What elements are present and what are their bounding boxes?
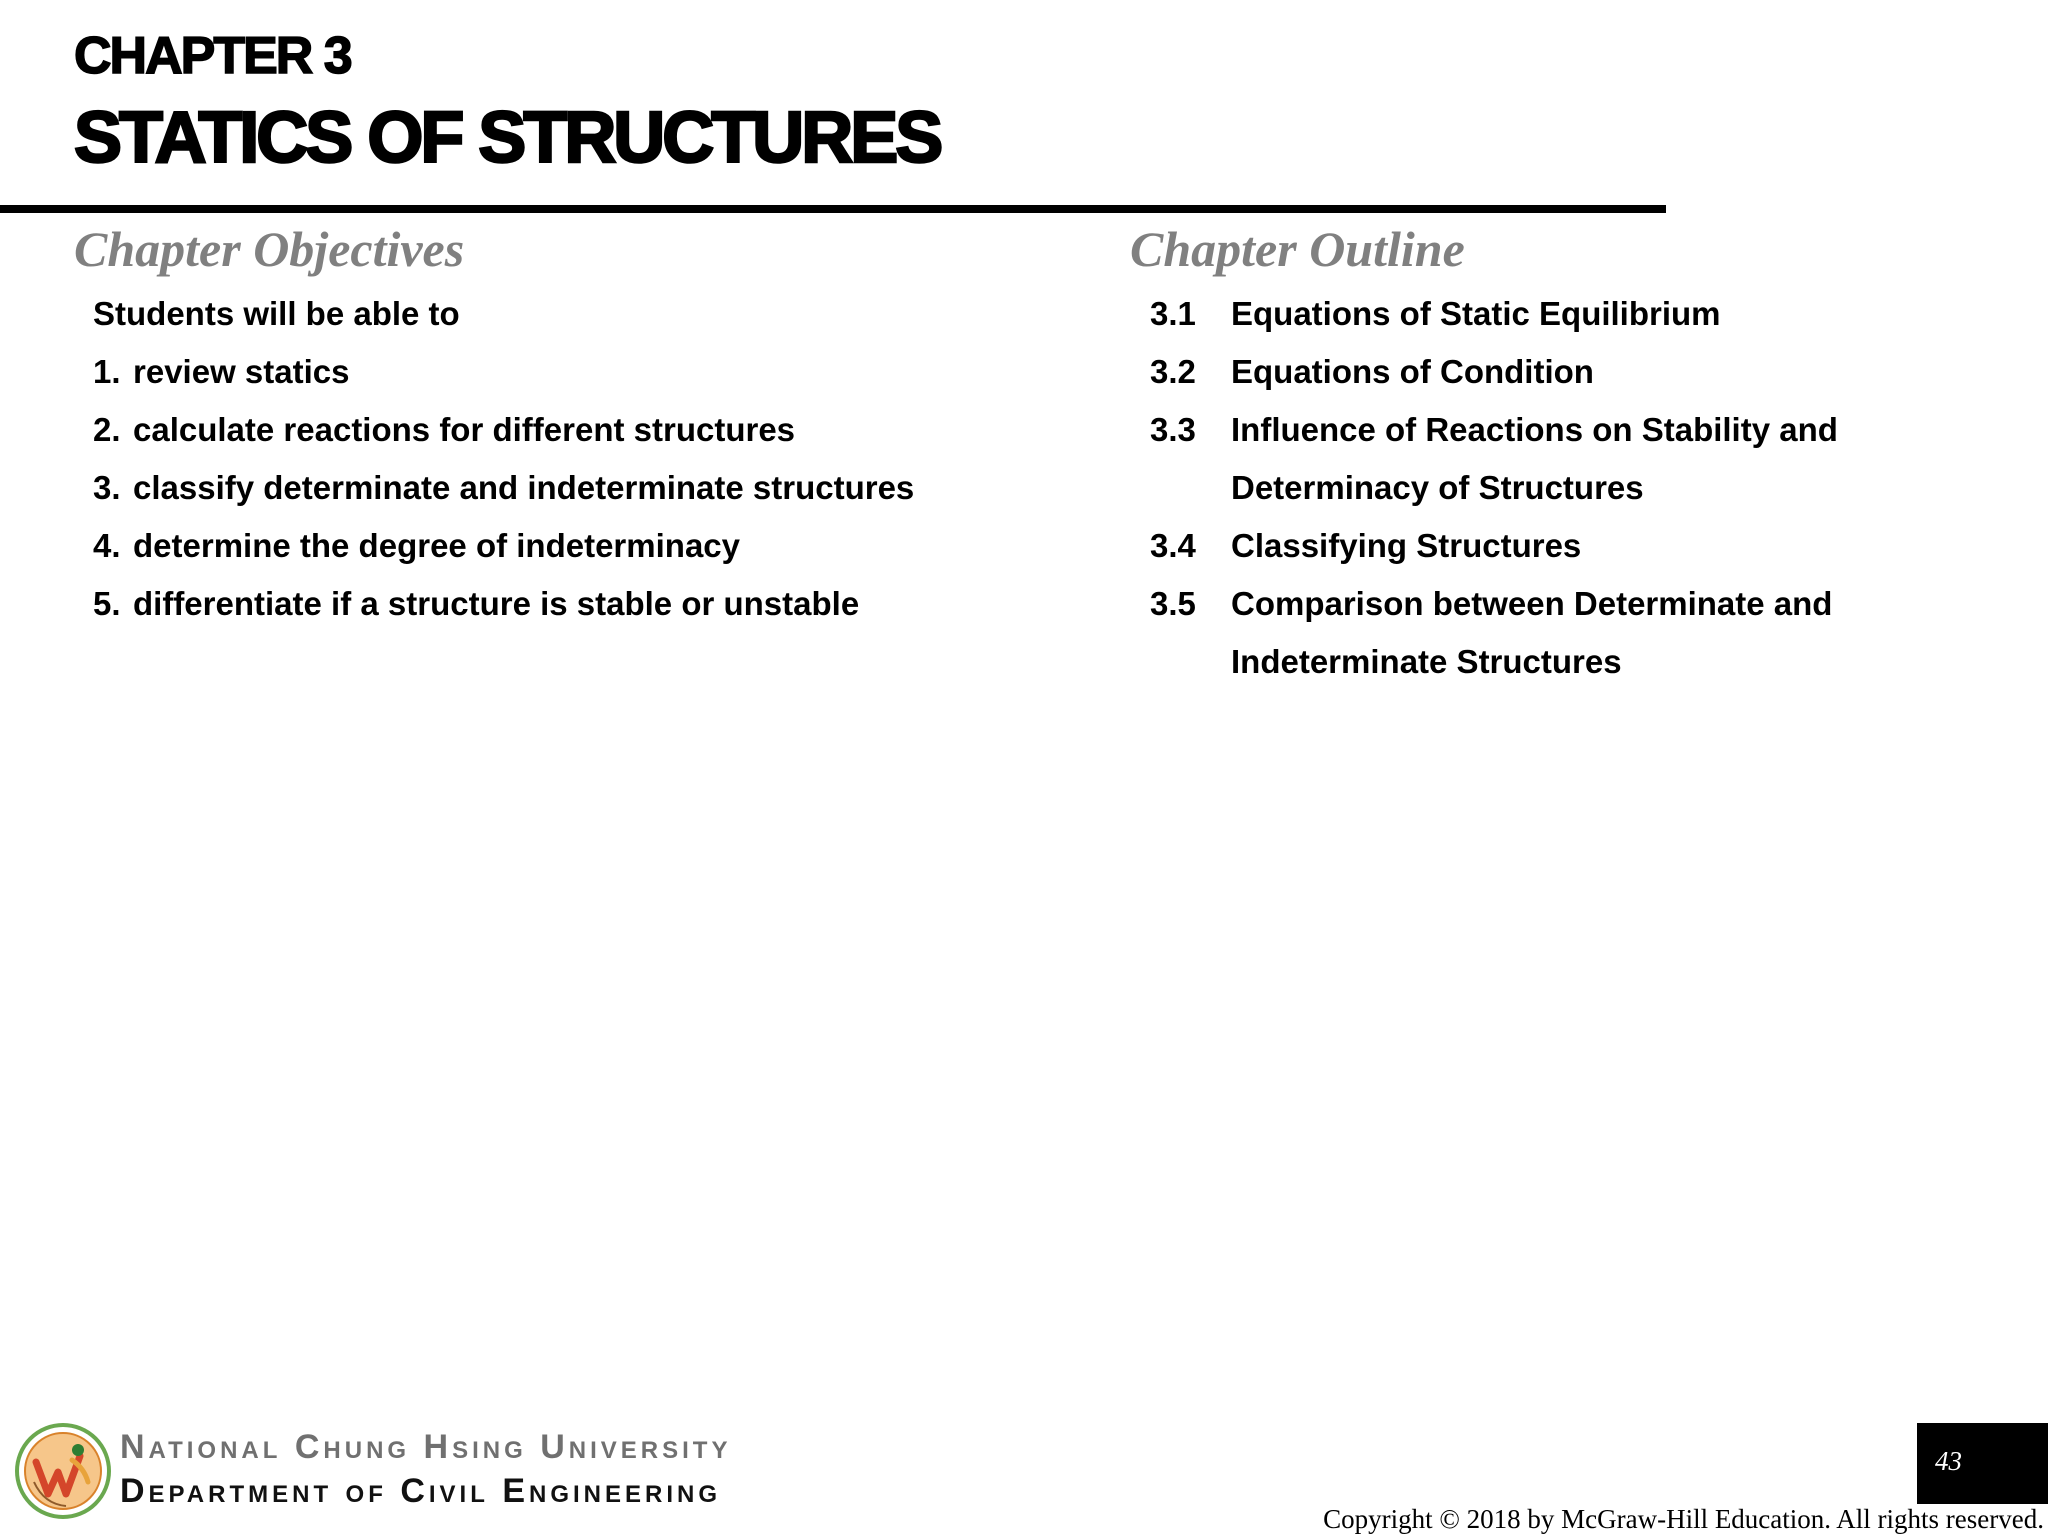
- objective-text: classify determinate and indeterminate structures: [133, 469, 915, 506]
- objective-text: calculate reactions for different structures: [133, 411, 796, 448]
- outline-text: Influence of Reactions on Stability and: [1231, 411, 1838, 448]
- outline-item: [1150, 285, 1838, 343]
- objective-text: differentiate if a structure is stable or unstable: [133, 585, 860, 622]
- objective-number: 2.: [93, 411, 121, 448]
- outline-number: 3.2: [1150, 353, 1196, 390]
- objective-number: 4.: [93, 527, 121, 564]
- outline-number: 3.3: [1150, 411, 1196, 448]
- title-divider: [0, 205, 1666, 213]
- outline-number: 3.1: [1150, 295, 1196, 332]
- outline-text: Equations of Condition: [1231, 353, 1594, 390]
- chapter-label: CHAPTER 3: [74, 27, 351, 85]
- objective-text: review statics: [133, 353, 350, 390]
- nchu-civil-engineering-logo-icon: [14, 1422, 112, 1525]
- outline-number: 3.4: [1150, 527, 1196, 564]
- objectives-list: [93, 285, 914, 633]
- outline-item: [1150, 343, 1838, 401]
- outline-item: [1150, 517, 1838, 575]
- outline-item-continuation: [1150, 459, 1838, 517]
- university-name: National Chung Hsing University: [120, 1428, 732, 1466]
- objective-text: determine the degree of indeterminacy: [133, 527, 741, 564]
- chapter-title: STATICS OF STRUCTURES: [74, 98, 941, 178]
- objective-number: 5.: [93, 585, 121, 622]
- page-number-box: [1917, 1423, 2048, 1504]
- objective-item: [93, 459, 914, 517]
- page-number: 43: [1935, 1446, 1962, 1476]
- outline-number: 3.5: [1150, 585, 1196, 622]
- objective-item: [93, 575, 914, 633]
- outline-text-continuation: Indeterminate Structures: [1231, 643, 1622, 680]
- objectives-heading: Chapter Objectives: [74, 221, 465, 277]
- outline-item-continuation: [1150, 633, 1838, 691]
- outline-list: [1150, 285, 1838, 691]
- outline-item: [1150, 575, 1838, 633]
- objective-item: [93, 343, 914, 401]
- outline-text-continuation: Determinacy of Structures: [1231, 469, 1644, 506]
- department-name: Department of Civil Engineering: [120, 1472, 722, 1510]
- outline-item: [1150, 401, 1838, 459]
- outline-text: Comparison between Determinate and: [1231, 585, 1833, 622]
- outline-text: Equations of Static Equilibrium: [1231, 295, 1721, 332]
- objective-number: 1.: [93, 353, 121, 390]
- copyright-notice: Copyright © 2018 by McGraw-Hill Education. All rights reserved.: [1323, 1504, 2044, 1534]
- outline-text: Classifying Structures: [1231, 527, 1582, 564]
- objectives-intro: Students will be able to: [93, 295, 460, 332]
- objective-number: 3.: [93, 469, 121, 506]
- objective-item: [93, 517, 914, 575]
- outline-heading: Chapter Outline: [1130, 221, 1465, 277]
- objective-item: [93, 401, 914, 459]
